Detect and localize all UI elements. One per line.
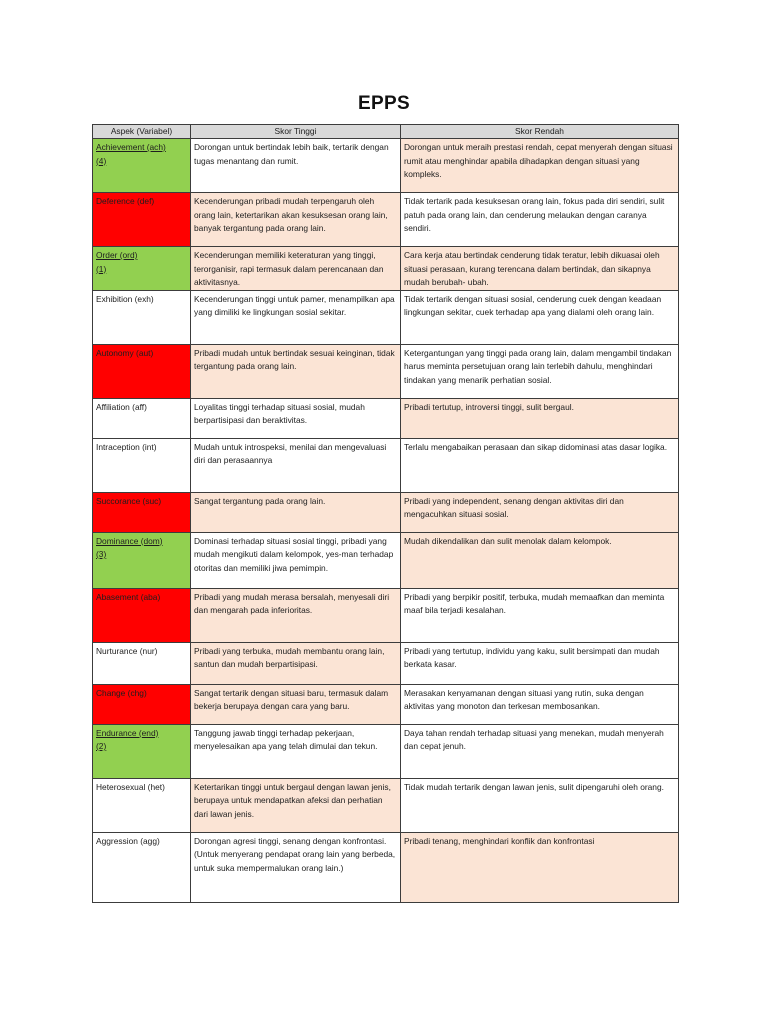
high-score-cell: Kecenderungan pribadi mudah terpengaruh oleh orang lain, ketertarikan akan kesuksesan orang lain, banyak tergantung pada orang lain. [191,193,401,247]
low-score-cell: Pribadi tertutup, introversi tinggi, sulit bergaul. [401,398,679,438]
high-score-cell: Pribadi yang mudah merasa bersalah, menyesali diri dan mengarah pada inferioritas. [191,588,401,642]
high-score-cell: Pribadi mudah untuk bertindak sesuai keinginan, tidak tergantung pada orang lain. [191,344,401,398]
table-row [93,247,679,291]
aspect-label: Dominance (dom) [96,535,163,546]
epps-table [92,124,679,903]
high-score-cell: Tanggung jawab tinggi terhadap pekerjaan, menyelesaikan apa yang telah dimulai dan tekun. [191,724,401,778]
aspect-label: Order (ord) [96,250,138,260]
low-score-cell: Cara kerja atau bertindak cenderung tidak teratur, lebih dikuasai oleh situasi perasaan, kurang terencana dalam bertindak, dan sikapnya mudah berubah- ubah. [401,247,679,291]
high-score-cell: Dorongan agresi tinggi, senang dengan konfrontasi. (Untuk menyerang pendapat orang lain yang berbeda, untuk suka mempermalukan orang lain.) [191,832,401,902]
low-score-cell: Tidak tertarik pada kesuksesan orang lain, fokus pada diri sendiri, sulit patuh pada orang lain, dan cenderung melaukan dengan caranya sendiri. [401,193,679,247]
low-score-cell: Pribadi yang tertutup, individu yang kaku, sulit bersimpati dan mudah berkata kasar. [401,642,679,684]
aspect-label: Aggression (agg) [96,835,160,846]
aspect-label: Exhibition (exh) [96,293,154,304]
aspect-rank: (4) [96,155,107,166]
table-row [93,139,679,193]
low-score-cell: Pribadi tenang, menghindari konflik dan konfrontasi [401,832,679,902]
low-score-cell: Dorongan untuk meraih prestasi rendah, cepat menyerah dengan situasi rumit atau menghindar apabila dihadapkan dengan situasi yang kompleks. [401,139,679,193]
table-row [93,438,679,492]
header-high-score: Skor Tinggi [191,125,401,139]
aspect-rank: (2) [96,741,107,751]
table-row [93,724,679,778]
aspect-rank: (3) [96,549,107,559]
aspect-label: Endurance (end) [96,727,159,738]
high-score-cell: Ketertarikan tinggi untuk bergaul dengan lawan jenis, berupaya untuk mendapatkan afeksi dan perhatian dari lawan jenis. [191,778,401,832]
low-score-cell: Pribadi yang independent, senang dengan aktivitas diri dan mengacuhkan situasi sosial. [401,492,679,532]
table-row [93,193,679,247]
aspect-label: Achievement (ach) [96,142,166,152]
table-row [93,588,679,642]
aspect-cell [93,532,191,588]
page-title: EPPS [358,93,410,114]
aspect-label: Change (chg) [96,687,147,698]
table-row [93,532,679,588]
high-score-cell: Dorongan untuk bertindak lebih baik, tertarik dengan tugas menantang dan rumit. [191,139,401,193]
aspect-cell [93,344,191,398]
aspect-label: Deference (def) [96,196,155,206]
table-row [93,290,679,344]
high-score-cell: Kecenderungan tinggi untuk pamer, menampilkan apa yang dimiliki ke lingkungan sosial sekitar. [191,290,401,344]
aspect-cell [93,832,191,902]
high-score-cell: Pribadi yang terbuka, mudah membantu orang lain, santun dan mudah berpartisipasi. [191,642,401,684]
aspect-label: Abasement (aba) [96,591,161,602]
table-row [93,344,679,398]
aspect-cell [93,588,191,642]
aspect-cell [93,139,191,193]
low-score-cell: Tidak tertarik dengan situasi sosial, cenderung cuek dengan keadaan lingkungan sekitar, cuek terhadap apa yang dialami oleh orang lain. [401,290,679,344]
aspect-cell [93,642,191,684]
table-row [93,832,679,902]
aspect-label: Succorance (suc) [96,495,162,506]
header-row [93,125,679,139]
aspect-cell [93,438,191,492]
low-score-cell: Terlalu mengabaikan perasaan dan sikap didominasi atas dasar logika. [401,438,679,492]
high-score-cell: Sangat tergantung pada orang lain. [191,492,401,532]
aspect-cell [93,398,191,438]
header-aspect: Aspek (Variabel) [93,125,191,139]
aspect-cell [93,290,191,344]
low-score-cell: Mudah dikendalikan dan sulit menolak dalam kelompok. [401,532,679,588]
aspect-label: Autonomy (aut) [96,347,154,358]
high-score-cell: Mudah untuk introspeksi, menilai dan mengevaluasi diri dan perasaannya [191,438,401,492]
aspect-cell [93,247,191,291]
low-score-cell: Daya tahan rendah terhadap situasi yang menekan, mudah menyerah dan cepat jenuh. [401,724,679,778]
table-row [93,778,679,832]
aspect-label: Nurturance (nur) [96,645,158,656]
table-row [93,492,679,532]
aspect-label: Heterosexual (het) [96,781,165,792]
high-score-cell: Dominasi terhadap situasi sosial tinggi, pribadi yang mudah mengikuti dalam kelompok, yes-man terhadap otoritas dan memiliki jiwa pemimpin. [191,532,401,588]
low-score-cell: Ketergantungan yang tinggi pada orang lain, dalam mengambil tindakan harus meminta persetujuan orang lain terlebih dahulu, menghindari tindakan yang menarik perhatian sosial. [401,344,679,398]
aspect-cell [93,778,191,832]
table-row [93,398,679,438]
aspect-cell [93,724,191,778]
high-score-cell: Loyalitas tinggi terhadap situasi sosial, mudah berpartisipasi dan beraktivitas. [191,398,401,438]
aspect-cell [93,193,191,247]
low-score-cell: Pribadi yang berpikir positif, terbuka, mudah memaafkan dan meminta maaf bila terjadi kesalahan. [401,588,679,642]
high-score-cell: Kecenderungan memiliki keteraturan yang tinggi, terorganisir, rapi termasuk dalam perencanaan dan aktivitasnya. [191,247,401,291]
aspect-cell [93,684,191,724]
aspect-rank: (1) [96,263,107,274]
aspect-label: Intraception (int) [96,441,157,452]
aspect-label: Affiliation (aff) [96,401,147,412]
high-score-cell: Sangat tertarik dengan situasi baru, termasuk dalam bekerja berupaya dengan cara yang baru. [191,684,401,724]
table-row [93,684,679,724]
low-score-cell: Merasakan kenyamanan dengan situasi yang rutin, suka dengan aktivitas yang monoton dan terkesan membosankan. [401,684,679,724]
low-score-cell: Tidak mudah tertarik dengan lawan jenis, sulit dipengaruhi oleh orang. [401,778,679,832]
header-low-score: Skor Rendah [401,125,679,139]
aspect-cell [93,492,191,532]
table-row [93,642,679,684]
